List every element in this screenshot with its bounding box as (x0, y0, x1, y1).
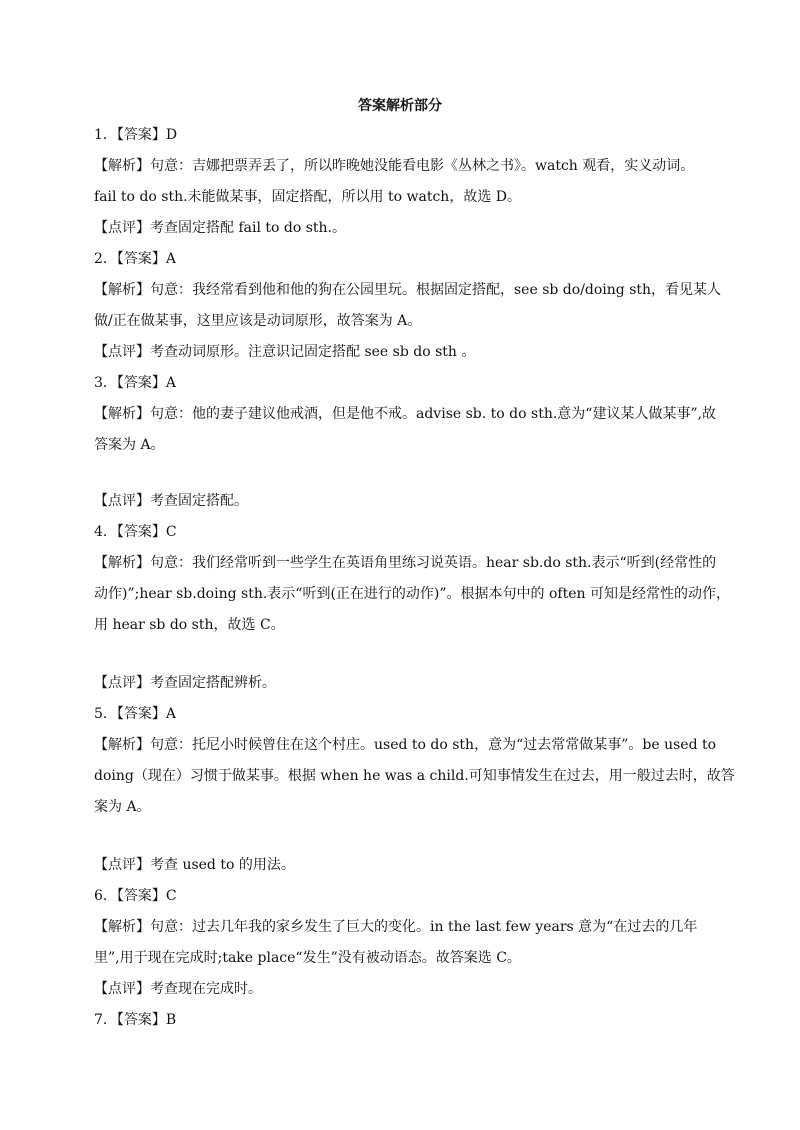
analysis-line-3b: 答案为 A。 (94, 437, 165, 453)
comment-line-1: 【点评】考查固定搭配 fail to do sth.。 (94, 220, 347, 236)
analysis-line-5a: 【解析】句意：托尼小时候曾住在这个村庄。used to do sth，意为“过去常常做某事”。be used to (94, 737, 717, 753)
answer-line-1: 1．【答案】D (94, 127, 178, 143)
comment-line-2: 【点评】考查动词原形。注意识记固定搭配 see sb do sth 。 (94, 344, 476, 360)
analysis-line-4b: 动作)”;hear sb.doing sth.表示“听到(正在进行的动作)”。根据本句中的 often 可知是经常性的动作， (94, 586, 730, 602)
answer-line-2: 2．【答案】A (94, 251, 177, 267)
analysis-line-1b: fail to do sth.未能做某事，固定搭配，所以用 to watch，故选 D。 (94, 189, 521, 205)
answer-line-5: 5．【答案】A (94, 706, 177, 722)
comment-line-5: 【点评】考查 used to 的用法。 (94, 857, 295, 873)
analysis-line-1a: 【解析】句意：吉娜把票弄丢了，所以昨晚她没能看电影《丛林之书》。watch 观看，实义动词。 (94, 158, 695, 174)
answer-line-7: 7．【答案】B (94, 1012, 177, 1028)
comment-line-4: 【点评】考查固定搭配辨析。 (94, 675, 276, 691)
analysis-line-6b: 里”,用于现在完成时;take place“发生”没有被动语态。故答案选 C。 (94, 950, 521, 966)
answer-line-4: 4．【答案】C (94, 524, 177, 540)
analysis-line-2b: 做/正在做某事，这里应该是动词原形，故答案为 A。 (94, 313, 422, 329)
analysis-line-6a: 【解析】句意：过去几年我的家乡发生了巨大的变化。in the last few years 意为“在过去的几年 (94, 919, 698, 935)
answer-line-6: 6．【答案】C (94, 888, 177, 904)
analysis-line-4c: 用 hear sb do sth，故选 C。 (94, 617, 285, 633)
analysis-line-5b: doing（现在）习惯于做某事。根据 when he was a child.可知事情发生在过去，用一般过去时，故答 (94, 768, 735, 784)
analysis-line-2a: 【解析】句意：我经常看到他和他的狗在公园里玩。根据固定搭配，see sb do/doing sth，看见某人 (94, 282, 722, 298)
analysis-line-4a: 【解析】句意：我们经常听到一些学生在英语角里练习说英语。hear sb.do sth.表示“听到(经常性的 (94, 555, 717, 571)
comment-line-3: 【点评】考查固定搭配。 (94, 493, 248, 509)
comment-line-6: 【点评】考查现在完成时。 (94, 981, 262, 997)
page-title: 答案解析部分 (358, 98, 442, 114)
answer-line-3: 3．【答案】A (94, 375, 177, 391)
analysis-line-5c: 案为 A。 (94, 799, 151, 815)
analysis-line-3a: 【解析】句意：他的妻子建议他戒酒，但是他不戒。advise sb. to do sth.意为“建议某人做某事”,故 (94, 406, 717, 422)
